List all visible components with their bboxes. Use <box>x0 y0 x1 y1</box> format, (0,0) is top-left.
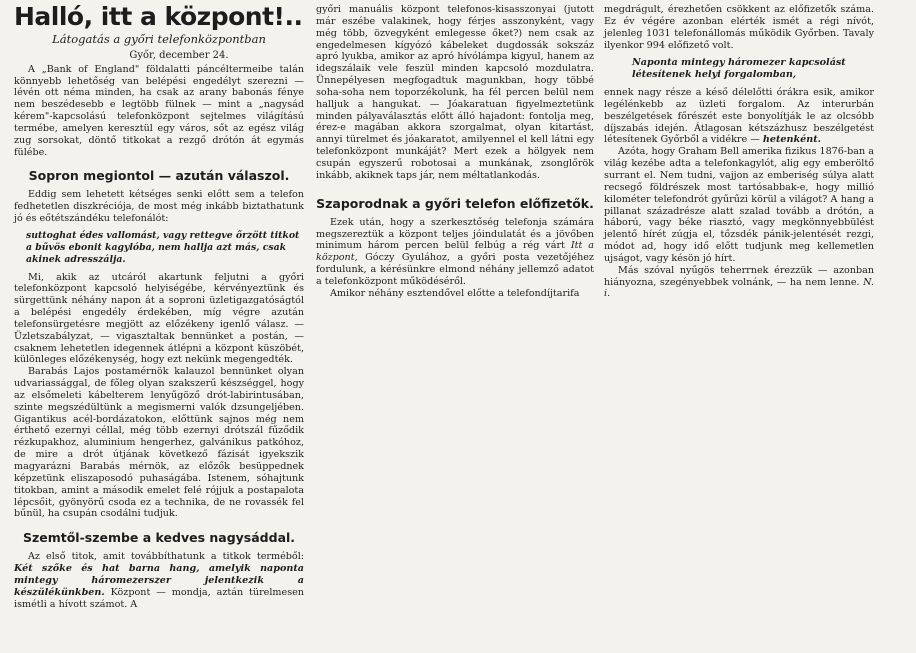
signature: N. i. <box>604 276 874 300</box>
inline-emphasis: hetenként. <box>762 134 821 146</box>
paragraph: megdrágult, érezhetően csökkent az előfizetők száma. Ez év végére azonban elérték ismét a régi nívót, jelenleg 1031 telefonállomás működik Győrben. Tavaly ilyenkor 994 előfizető volt. <box>604 4 874 51</box>
column-3 <box>604 4 874 300</box>
subhead-szemtol-szembe: Szemtől-szembe a kedves nagysáddal. <box>22 530 296 546</box>
dateline: Győr, december 24. <box>129 49 229 61</box>
paragraph <box>316 217 594 288</box>
subhead-szaporodnak: Szaporodnak a győri telefon előfizetők. <box>316 195 594 211</box>
quote: suttoghat édes vallomást, vagy rettegve őrzött titkot a bűvös ebonit kagylóba, nem hallja azt más, csak akinek adresszálja. <box>26 229 300 265</box>
paragraph-text: Más szóval nyűgös teherrnek érezzük — azonban hiányozna, szegényebbek volnánk, — ha nem lenne. <box>604 264 874 288</box>
subhead-sopron: Sopron megiontol — azután válaszol. <box>28 168 290 184</box>
paragraph-end: Góczy Gyulához, a győri posta vezetőjéhez fordulunk, a kérésünkre elmond néhány jellemző adatot a telefonközpont működéséről. <box>316 252 594 287</box>
inline-quote: Két szőke és hat barna hang, amelyik naponta mintegy háromezerszer jelentkezik a készülékünkben. <box>14 563 304 598</box>
column-2 <box>316 4 594 300</box>
paragraph-end: Központ — mondja, aztán türelmesen ismétli a hívott számot. A <box>14 586 304 610</box>
paragraph: Amikor néhány esztendővel előtte a telefondíjtarifa <box>330 287 580 299</box>
headline: Halló, itt a központ!.. <box>14 2 303 31</box>
column-1 <box>14 0 304 610</box>
paragraph: Barabás Lajos postamérnök kalauzol bennünket olyan udvariassággal, de főleg olyan szakszerű készséggel, hogy az elsőmeleti kábelterem lenyűgöző drót-labirintusában, szinte megszédültünk a megismerni valók dzsungeljében. Gigantikus acél-bordázatokon, előttünk sajnos még nem érthető ezernyi céllal, még több ezernyi drótszál fűződik rézkupakhoz, aluminium hengerhez, galvánikus patkóhoz, de mire a drót útjának következő fázisát igyekszik magyarázni Barabás mérnök, az előzők besüppednek képzetünk eliszaposodó puhaságába. Istenem, sóhajtunk titokban, amint a második emelet felé rójjuk a postapalota lépcsőit, gyönyörű csoda ez a technika, de ne rovassék fel bűnül, ha csupán csodálni tudjuk. <box>14 366 304 520</box>
paragraph-start: ennek nagy része a késő délelőtti órákra esik, amikor legélénkebb az üzleti forgalom. Az interurbán beszélgetések főrészét este bonyolítják le az olcsóbb díjszabás idején. Átlagosan kétszázhusz beszélgetést létesítenek Győrből a vidékre — <box>604 87 874 146</box>
paragraph <box>604 87 874 146</box>
paragraph <box>604 265 874 301</box>
paragraph: Mi, akik az utcáról akartunk feljutni a győri telefonközpont kapcsoló helyiségébe, kérvényeztünk és sürgettünk néhány napon át a soproni üzletigazgatóságtól a belépési engedély érdekében, míg végre azután telefonsürgetésre megjött az előzékeny igenlő válasz. — Üzletszabályzat, — vigasztaltak bennünket a postán, — csaknem lehetetlen idegennek átlépni a központ küszöbét, különleges előzékenység, hogy ezt nekünk megengedték. <box>14 271 304 366</box>
inline-italic: Itt a központ, <box>316 240 594 264</box>
paragraph-start: Az első titok, amit továbbíthatunk a titkok terméből: <box>28 551 304 563</box>
subtitle: Látogatás a győri telefonközpontban <box>52 32 266 46</box>
quote: Naponta mintegy háromezer kapcsolást létesítenek helyi forgalomban, <box>632 57 846 81</box>
paragraph <box>14 551 304 610</box>
paragraph: győri manuális központ telefonos-kisasszonyai (jutott már eszébe valakinek, hogy férjes asszonyként, vagy még több, özvegyként emlegesse őket?) nem csak az engedelmesen kígyózó kábeleket dugdossák sokszáz apró lyukba, amikor az apró hívólámpa kigyul, hanem az idegszálaik vele feszül minden kapcsoló mozdulatra. Ünnepélyesen megfogadtuk magunkban, hogy többé soha-soha nem toporzékolunk, ha fél percen belül nem halljuk a hangukat. — Jóakaratuan figyelmeztetünk minden pályaválasztás előtt álló hajadont: fontolja meg, érez-e magában akkora szorgalmat, olyan kitartást, annyi türelmet és jóakaratot, amilyennel el kell látni egy telefonközpont munkáját? Mert ezek a hölgyek nem csupán egyszerű robotosai a munkának, zsonglőrök inkább, akiknek taps jár, nem méltatlankodás. <box>316 4 594 181</box>
paragraph: Eddig sem lehetett kétséges senki előtt sem a telefon fedhetetlen diszkréciója, de most még inkább biztathatunk jó és eőtétszándéku telefonálót: <box>14 189 304 225</box>
paragraph: Azóta, hogy Graham Bell amerika fizikus 1876-ban a világ kezébe adta a telefonkagylót, alig egy emberöltő surrant el. Nem tudni, vajjon az emberiség súlya alatt recsegő földrészek most tartósabbak-e, hogy millió kilométer telefondrót gyűrűzi körül a világot? A hang a pillanat századrésze alatt szalad tovább a drótón, a háború, vagy béke riasztó, vagy megkönnyebbülést jelentő hírét zúgja el, tőzsdék pánik-jelentését rezgi, módot ad, hogy idő előtt tudjunk meg kellemetlen ujságot, vagy késön jó hírt. <box>604 146 874 264</box>
paragraph-start: Ezek után, hogy a szerkesztőség telefonja számára megszereztük a központ teljes jóindulatát és a jövőben minimum három percen belül felbúg a rég várt <box>316 216 594 252</box>
intro-paragraph: A „Bank of England" földalatti páncéltermeibe talán könnyebb lehetőség van belépési engedélyt szerezni — lévén ott néma minden, ha csak az arany babonás fénye nem beszédesebb e legtöbb fülnek — mint a „nagysád kérem"-kapcsolású telefonközpont sejtelmes világítású termébe, amelyen keresztül egy város, sőt az egész világ zug sorsokat, döntő titkokat a rezgő drótón át egymás fülébe. <box>14 63 304 158</box>
